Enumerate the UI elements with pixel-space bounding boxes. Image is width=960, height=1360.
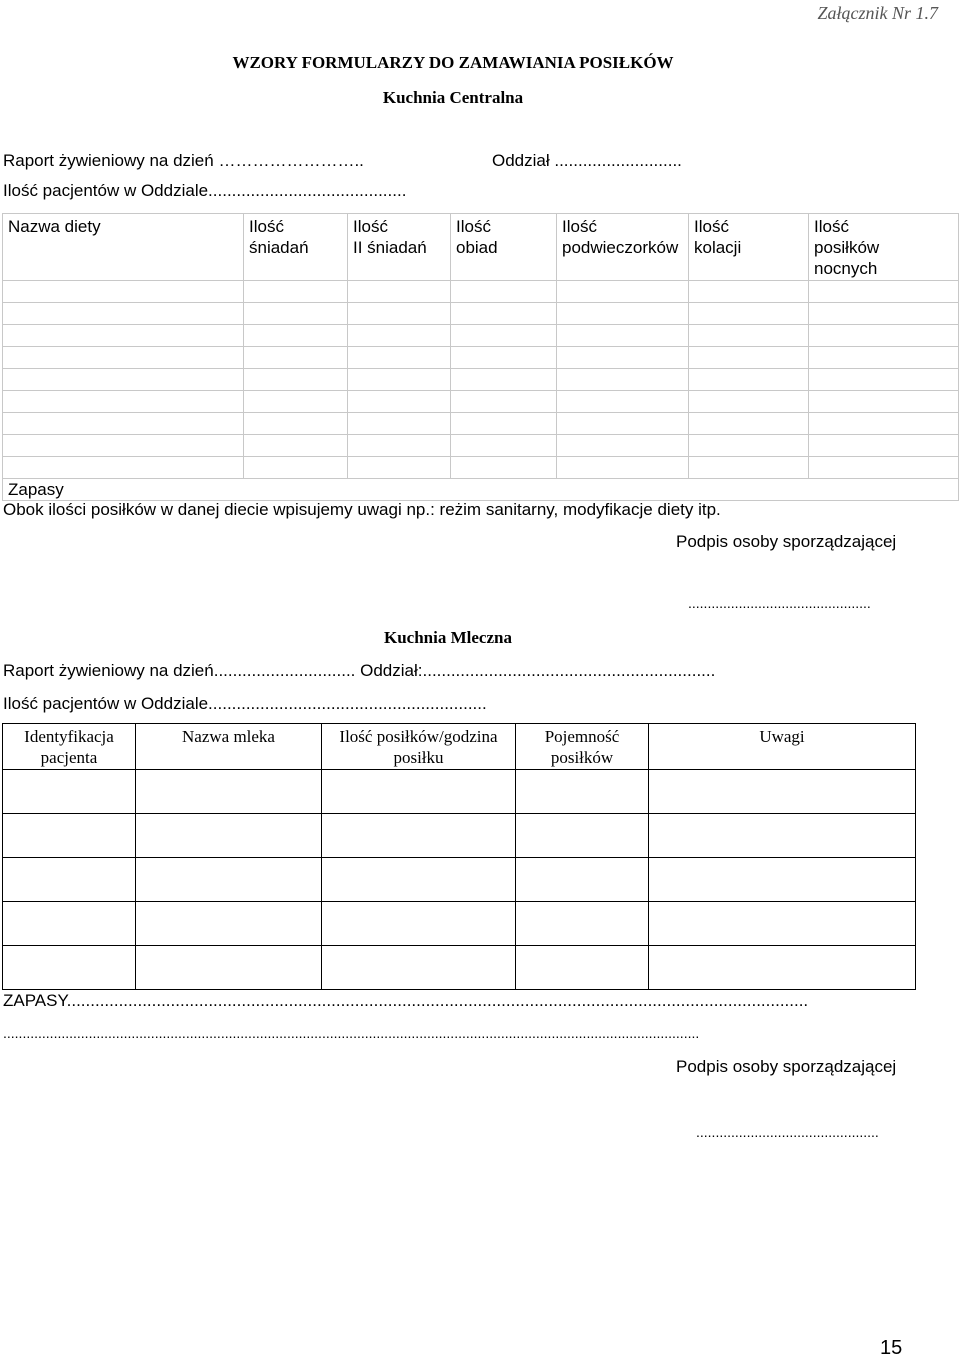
table-cell[interactable] (689, 369, 809, 391)
table-header-row (3, 214, 959, 281)
table-cell[interactable] (649, 902, 916, 946)
table-cell[interactable] (689, 281, 809, 303)
table-cell[interactable] (3, 946, 136, 990)
table-cell[interactable] (557, 347, 689, 369)
header-afternoon-snack (557, 214, 689, 281)
header-supper (689, 214, 809, 281)
header-meal-count-time (322, 724, 516, 770)
header-milk-name: Nazwa mleka (136, 724, 322, 770)
table-row (3, 946, 916, 990)
ward-line: Oddział ........................... (492, 151, 682, 170)
table-row (3, 369, 959, 391)
header-night-meals (809, 214, 959, 281)
table-cell[interactable] (689, 347, 809, 369)
table-cell[interactable] (136, 814, 322, 858)
signature-label-2: Podpis osoby sporządzającej (676, 1057, 897, 1076)
table-cell[interactable] (516, 902, 649, 946)
table-row (3, 413, 959, 435)
header-remarks: Uwagi (649, 724, 916, 770)
table-cell[interactable] (3, 902, 136, 946)
table-cell[interactable] (451, 413, 557, 435)
table-cell[interactable] (3, 391, 244, 413)
header-breakfast-text: Ilość śniadań (249, 217, 309, 257)
page-number: 15 (880, 1337, 903, 1359)
table-row (3, 814, 916, 858)
report-date-line: Raport żywieniowy na dzień …………………….. (3, 151, 364, 170)
table-cell[interactable] (3, 435, 244, 457)
central-kitchen-table (2, 213, 959, 501)
table-cell[interactable] (557, 413, 689, 435)
instruction-note: Obok ilości posiłków w danej diecie wpisujemy uwagi np.: reżim sanitarny, modyfikacje diety itp. (3, 500, 721, 519)
annex-label: Załącznik Nr 1.7 (817, 3, 938, 23)
kitchen-central-heading: Kuchnia Centralna (382, 88, 524, 107)
table-cell[interactable] (451, 347, 557, 369)
table-cell[interactable] (348, 457, 451, 479)
table-cell[interactable] (322, 902, 516, 946)
header-meal-volume (516, 724, 649, 770)
table-cell[interactable] (3, 347, 244, 369)
header-lunch (451, 214, 557, 281)
signature-line-1: ............................................... (688, 595, 871, 611)
table-row (3, 457, 959, 479)
table-cell[interactable] (809, 391, 959, 413)
table-cell[interactable] (689, 391, 809, 413)
signature-line-2: ............................................... (696, 1124, 879, 1140)
table-cell[interactable] (451, 325, 557, 347)
table-cell[interactable] (689, 325, 809, 347)
table-cell[interactable] (689, 303, 809, 325)
table-cell[interactable] (557, 391, 689, 413)
table-cell[interactable] (244, 413, 348, 435)
table-cell[interactable] (348, 435, 451, 457)
header-meal-volume-text: Pojemność posiłków (544, 727, 620, 767)
header-breakfast (244, 214, 348, 281)
table-cell[interactable] (3, 413, 244, 435)
stock-row (3, 479, 959, 501)
table-cell[interactable] (244, 281, 348, 303)
table-row (3, 858, 916, 902)
header-lunch-text: Ilość obiad (456, 217, 498, 257)
table-cell[interactable] (809, 281, 959, 303)
table-cell[interactable] (557, 303, 689, 325)
patients-count-line: Ilość pacjentów w Oddziale.......................................... (3, 181, 407, 200)
table-cell[interactable] (244, 303, 348, 325)
table-cell[interactable] (244, 347, 348, 369)
header-supper-text: Ilość kolacji (694, 217, 742, 257)
table-cell[interactable] (136, 770, 322, 814)
table-cell[interactable] (451, 391, 557, 413)
table-cell[interactable] (3, 303, 244, 325)
table-cell[interactable] (689, 435, 809, 457)
kitchen-milk-heading: Kuchnia Mleczna (384, 628, 512, 647)
table-cell[interactable] (348, 369, 451, 391)
table-cell[interactable] (322, 814, 516, 858)
table-row (3, 325, 959, 347)
table-cell[interactable] (348, 325, 451, 347)
table-cell[interactable] (649, 858, 916, 902)
table-cell[interactable] (809, 457, 959, 479)
table-row (3, 347, 959, 369)
header-diet-name: Nazwa diety (3, 214, 244, 281)
table-cell[interactable] (244, 391, 348, 413)
table-cell[interactable] (809, 325, 959, 347)
stock-label: Zapasy (3, 479, 959, 501)
header-night-meals-text: Ilość posiłków nocnych (814, 217, 880, 278)
header-patient-id-text: Identyfikacja pacjenta (24, 727, 114, 767)
table-cell[interactable] (322, 946, 516, 990)
table-cell[interactable] (136, 858, 322, 902)
table-cell[interactable] (244, 457, 348, 479)
signature-label-1: Podpis osoby sporządzającej (676, 532, 897, 551)
table-cell[interactable] (244, 325, 348, 347)
table-cell[interactable] (348, 281, 451, 303)
table-cell[interactable] (557, 369, 689, 391)
table-cell[interactable] (451, 303, 557, 325)
table-cell[interactable] (516, 770, 649, 814)
table-cell[interactable] (649, 946, 916, 990)
table-cell[interactable] (451, 435, 557, 457)
table-cell[interactable] (557, 457, 689, 479)
header-patient-id (3, 724, 136, 770)
table-cell[interactable] (689, 457, 809, 479)
table-cell[interactable] (516, 858, 649, 902)
table-cell[interactable] (136, 946, 322, 990)
table-cell[interactable] (809, 413, 959, 435)
milk-patients-count-line: Ilość pacjentów w Oddziale........................................................... (3, 694, 487, 713)
table-row (3, 281, 959, 303)
table-cell[interactable] (348, 347, 451, 369)
table-cell[interactable] (3, 457, 244, 479)
table-cell[interactable] (3, 369, 244, 391)
table-cell[interactable] (451, 281, 557, 303)
table-cell[interactable] (348, 303, 451, 325)
table-row (3, 770, 916, 814)
table-cell[interactable] (809, 435, 959, 457)
table-cell[interactable] (348, 413, 451, 435)
milk-report-date-line: Raport żywieniowy na dzień.............................. Oddział:.............................................................. (3, 661, 716, 680)
table-cell[interactable] (649, 770, 916, 814)
table-cell[interactable] (516, 814, 649, 858)
table-cell[interactable] (3, 814, 136, 858)
table-cell[interactable] (557, 281, 689, 303)
document-title: WZORY FORMULARZY DO ZAMAWIANIA POSIŁKÓW (232, 53, 674, 72)
table-cell[interactable] (451, 369, 557, 391)
table-cell[interactable] (557, 325, 689, 347)
milk-kitchen-table (2, 723, 916, 990)
header-meal-count-time-text: Ilość posiłków/godzina posiłku (339, 727, 498, 767)
table-cell[interactable] (809, 369, 959, 391)
table-cell[interactable] (809, 303, 959, 325)
table-cell[interactable] (649, 814, 916, 858)
table-row (3, 902, 916, 946)
table-cell[interactable] (3, 770, 136, 814)
table-cell[interactable] (689, 413, 809, 435)
table-cell[interactable] (451, 457, 557, 479)
table-cell[interactable] (809, 347, 959, 369)
table-cell[interactable] (516, 946, 649, 990)
table-cell[interactable] (244, 435, 348, 457)
table-row (3, 391, 959, 413)
table-cell[interactable] (322, 770, 516, 814)
header-afternoon-snack-text: Ilość podwieczorków (562, 217, 679, 257)
table-cell[interactable] (557, 435, 689, 457)
table-cell[interactable] (3, 281, 244, 303)
table-row (3, 435, 959, 457)
milk-table-header-row (3, 724, 916, 770)
stock-line-continued: ................................................................................................................................................................................... (3, 1025, 700, 1041)
stock-line: ZAPASY............................................................................................................................................................. (3, 991, 809, 1010)
header-second-breakfast-text: Ilość II śniadań (353, 217, 427, 257)
table-row (3, 303, 959, 325)
table-cell[interactable] (136, 902, 322, 946)
table-cell[interactable] (322, 858, 516, 902)
table-cell[interactable] (3, 858, 136, 902)
header-second-breakfast (348, 214, 451, 281)
table-cell[interactable] (3, 325, 244, 347)
table-cell[interactable] (244, 369, 348, 391)
table-cell[interactable] (348, 391, 451, 413)
